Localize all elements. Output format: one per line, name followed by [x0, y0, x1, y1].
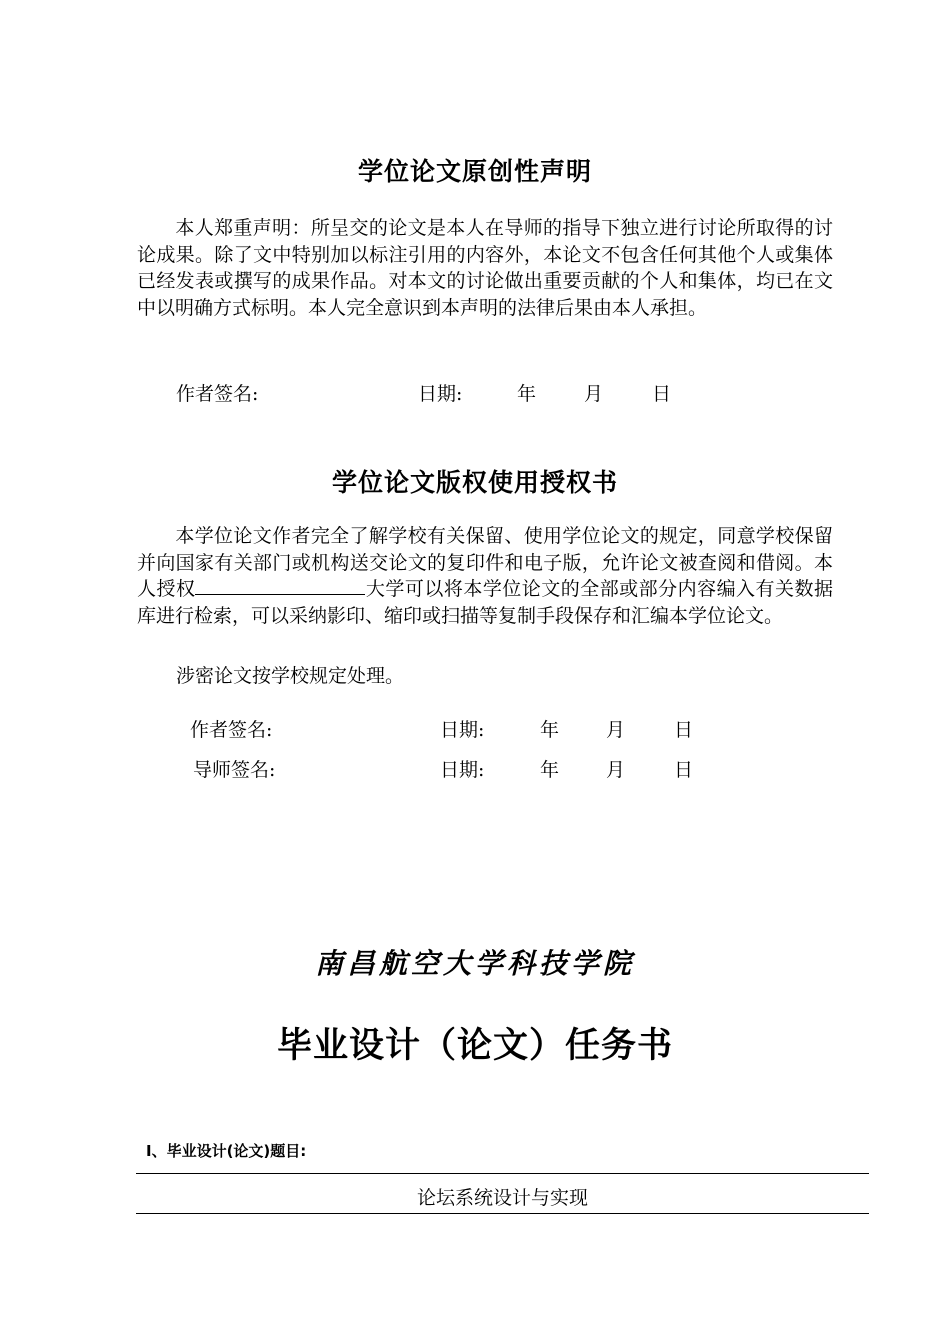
topic-bottom-rule — [136, 1213, 869, 1214]
declaration-body — [137, 215, 833, 321]
authorization-author-month-label: 月 — [606, 719, 626, 741]
topic-section-label: I、毕业设计(论文)题目: — [146, 1142, 307, 1160]
authorization-advisor-date-label: 日期: — [440, 759, 485, 781]
authorization-author-year-label: 年 — [540, 719, 560, 741]
authorization-body — [137, 523, 833, 629]
authorization-author-day-label: 日 — [674, 719, 694, 741]
thesis-topic: 论坛系统设计与实现 — [416, 1187, 588, 1209]
authorization-advisor-day-label: 日 — [674, 759, 694, 781]
authorization-author-sign-label: 作者签名: — [190, 719, 273, 741]
task-book-title: 毕业设计（论文）任务书 — [276, 1026, 673, 1066]
authorization-body-part1: 本学位论文作者完全了解学校有关保留、使用学位论文的规定，同意学校保留并向国家有关部门或机构送交论文的复印件和电子版，允许论文被查阅和借阅。本人授权 — [137, 525, 833, 600]
authorization-body-part2: 大学可以将本学位论文的全部或部分内容编入有关数据库进行检索，可以采纳影印、缩印或扫描等复制手段保存和汇编本学位论文。 — [137, 578, 833, 627]
authorization-author-date-label: 日期: — [440, 719, 485, 741]
authorization-advisor-month-label: 月 — [606, 759, 626, 781]
declaration-body-text: 本人郑重声明：所呈交的论文是本人在导师的指导下独立进行讨论所取得的讨论成果。除了文中特别加以标注引用的内容外，本论文不包含任何其他个人或集体已经发表或撰写的成果作品。对本文的讨论做出重要贡献的个人和集体，均已在文中以明确方式标明。本人完全意识到本声明的法律后果由本人承担。 — [137, 217, 833, 319]
declaration-month-label: 月 — [584, 383, 604, 405]
declaration-author-sign-label: 作者签名: — [176, 383, 259, 405]
school-name-logo: 南昌航空大学科技学院 — [314, 947, 635, 980]
authorization-title: 学位论文版权使用授权书 — [331, 468, 618, 497]
secret-note: 涉密论文按学校规定处理。 — [176, 665, 405, 687]
declaration-year-label: 年 — [517, 383, 537, 405]
university-name-blank — [195, 578, 365, 595]
authorization-advisor-sign-label: 导师签名: — [193, 759, 276, 781]
declaration-date-label: 日期: — [418, 383, 463, 405]
declaration-day-label: 日 — [652, 383, 672, 405]
declaration-title: 学位论文原创性声明 — [357, 157, 592, 186]
authorization-advisor-year-label: 年 — [540, 759, 560, 781]
topic-top-rule — [136, 1173, 869, 1174]
